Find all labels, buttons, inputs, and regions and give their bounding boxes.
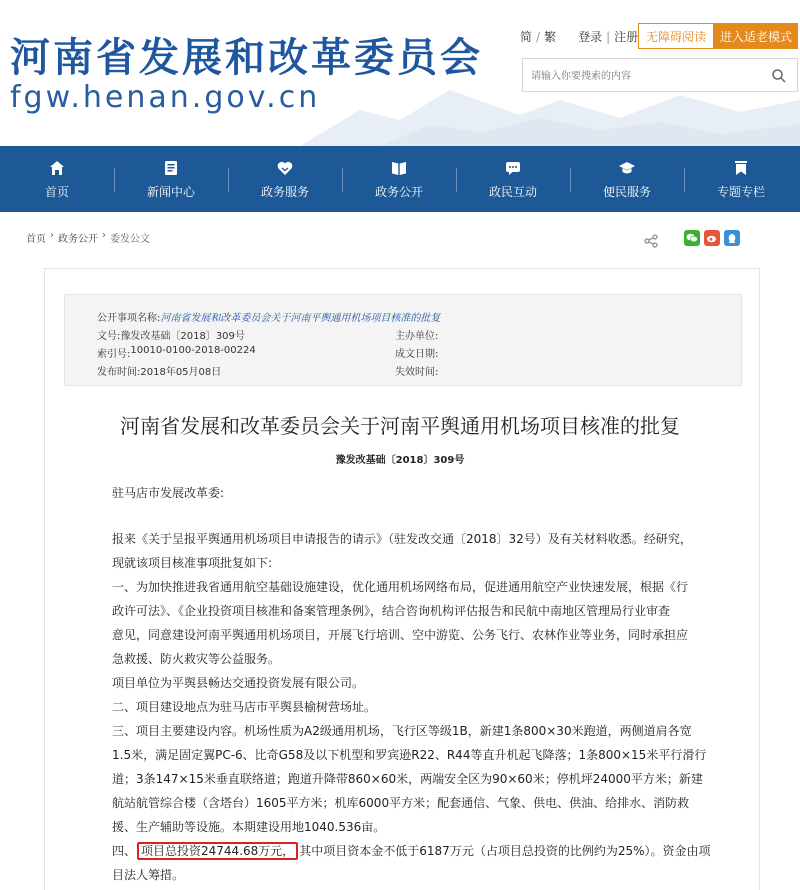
meta-key: 主办单位: [395,331,439,342]
accessible-reading-button[interactable]: 无障碍阅读 [638,23,714,49]
meta-index-value: 10010-0100-2018-00224 [130,345,256,356]
article-doc-number: 豫发改基础〔2018〕309号 [335,455,465,466]
simplified-link[interactable]: 简 [520,30,533,44]
breadcrumb [26,230,150,245]
article-line: 目法人筹措。 [112,868,185,882]
top-links [520,28,638,45]
article-line: 航站航管综合楼（含塔台）1605平方米；机库6000平方米；配套通信、气象、供电、供油、给排水、消防救 [112,796,690,810]
bookmark-icon [732,159,750,177]
breadcrumb-home[interactable]: 首页 [26,234,46,245]
nav-item-disclosure[interactable] [342,146,456,212]
nav-label: 专题专栏 [716,184,765,199]
highlighted-investment-text: 项目总投资24744.68万元， [137,842,298,860]
document-metadata [64,294,742,386]
meta-row-docno [97,327,737,341]
meta-row-title [97,309,440,323]
social-share-buttons [684,230,740,246]
meta-key: 成文日期: [395,349,439,360]
meta-key: 索引号: [97,349,131,360]
article-line: 一、为加快推进我省通用航空基础设施建设，优化通用机场网络布局，促进通用航空产业快速发展，根据《行 [112,580,689,594]
nav-label: 首页 [44,184,69,199]
nav-label: 新闻中心 [146,184,195,199]
meta-docno-value: 豫发改基础〔2018〕309号 [120,331,245,342]
content-divider [44,268,760,269]
separator: / [536,29,541,44]
site-title[interactable]: 河南省发展和改革委员会 [10,35,483,81]
meta-publish-value: 2018年05月08日 [140,367,222,378]
nav-label: 政民互动 [488,184,537,199]
article-title: 河南省发展和改革委员会关于河南平舆通用机场项目核准的批复 [120,414,680,438]
book-icon [390,159,408,177]
breadcrumb-current[interactable]: 委发公文 [110,234,150,245]
nav-item-services[interactable] [228,146,342,212]
site-domain: fgw.henan.gov.cn [10,80,321,115]
search-icon[interactable] [771,68,787,84]
article-line: 意见，同意建设河南平舆通用机场项目，开展飞行培训、空中游览、公务飞行、农林作业等业务，同时承担应 [112,628,689,642]
nav-item-interaction[interactable] [456,146,570,212]
meta-row-index [97,345,737,359]
site-header [0,0,800,146]
article-line: 援、生产辅助等设施。本期建设用地1040.536亩。 [112,820,386,834]
nav-label: 政务服务 [260,184,309,199]
article-line: 三、项目主要建设内容。机场性质为A2级通用机场，飞行区等级1B，新建1条800×30米跑道，两侧道肩各宽 [112,724,692,738]
meta-key: 失效时间: [395,367,439,378]
article-line: 急救援、防火救灾等公益服务。 [112,652,281,666]
article-line-investment [112,840,712,862]
article-addressee: 驻马店市发展改革委: [112,486,225,500]
article-line: 1.5米，满足固定翼PC-6、比奇G58及以下机型和罗宾逊R22、R44等直升机起飞降落；1条800×15米平行滑行 [112,748,707,762]
login-link[interactable]: 登录 [578,30,603,44]
meta-key: 公开事项名称: [97,313,161,324]
article-line: 政许可法》、《企业投资项目核准和备案管理条例》，结合咨询机构评估报告和民航中南地区管理局行业审查 [112,604,671,618]
nav-label: 政务公开 [374,184,423,199]
meta-title-value: 河南省发展和改革委员会关于河南平舆通用机场项目核准的批复 [160,313,441,324]
breadcrumb-separator: › [50,230,54,241]
nav-item-news[interactable] [114,146,228,212]
meta-row-publish [97,363,737,377]
article-line: 现就该项目核准事项批复如下: [112,556,273,570]
news-icon [162,159,180,177]
breadcrumb-separator: › [102,230,106,241]
traditional-link[interactable]: 繁 [544,30,557,44]
article-line: 二、项目建设地点为驻马店市平舆县榆树营场址。 [112,700,377,714]
breadcrumb-section[interactable]: 政务公开 [58,234,98,245]
meta-key: 发布时间: [97,367,141,378]
separator: | [606,29,611,44]
article-line: 道；3条147×15米垂直联络道；跑道升降带860×60米，两端安全区为90×60米；停机坪24000平方米；新建 [112,772,703,786]
search-box [522,58,798,92]
meta-key: 文号: [97,331,121,342]
nav-item-home[interactable] [0,146,114,212]
article-line: 项目单位为平舆县畅达交通投资发展有限公司。 [112,676,365,690]
wechat-icon[interactable] [684,230,700,246]
content-border-right [759,268,760,890]
content-border-left [44,268,45,890]
elder-mode-button[interactable]: 进入适老模式 [714,23,798,49]
home-icon [48,159,66,177]
search-input[interactable] [531,65,761,87]
share-icon[interactable] [644,234,658,248]
main-nav [0,146,800,212]
register-link[interactable]: 注册 [614,30,639,44]
weibo-icon[interactable] [704,230,720,246]
nav-label: 便民服务 [602,184,651,199]
chat-icon [504,159,522,177]
qq-icon[interactable] [724,230,740,246]
graduation-icon [618,159,636,177]
article-text: 其中项目资本金不低于6187万元（占项目总投资的比例约为25%）。资金由项 [299,844,711,858]
article-line: 报来《关于呈报平舆通用机场项目申请报告的请示》（驻发改交通〔2018〕32号）及有关材料收悉。经研究， [112,532,692,546]
article-text: 四、 [112,844,137,858]
nav-item-topics[interactable] [684,146,798,212]
nav-item-convenience[interactable] [570,146,684,212]
handshake-icon [276,159,294,177]
